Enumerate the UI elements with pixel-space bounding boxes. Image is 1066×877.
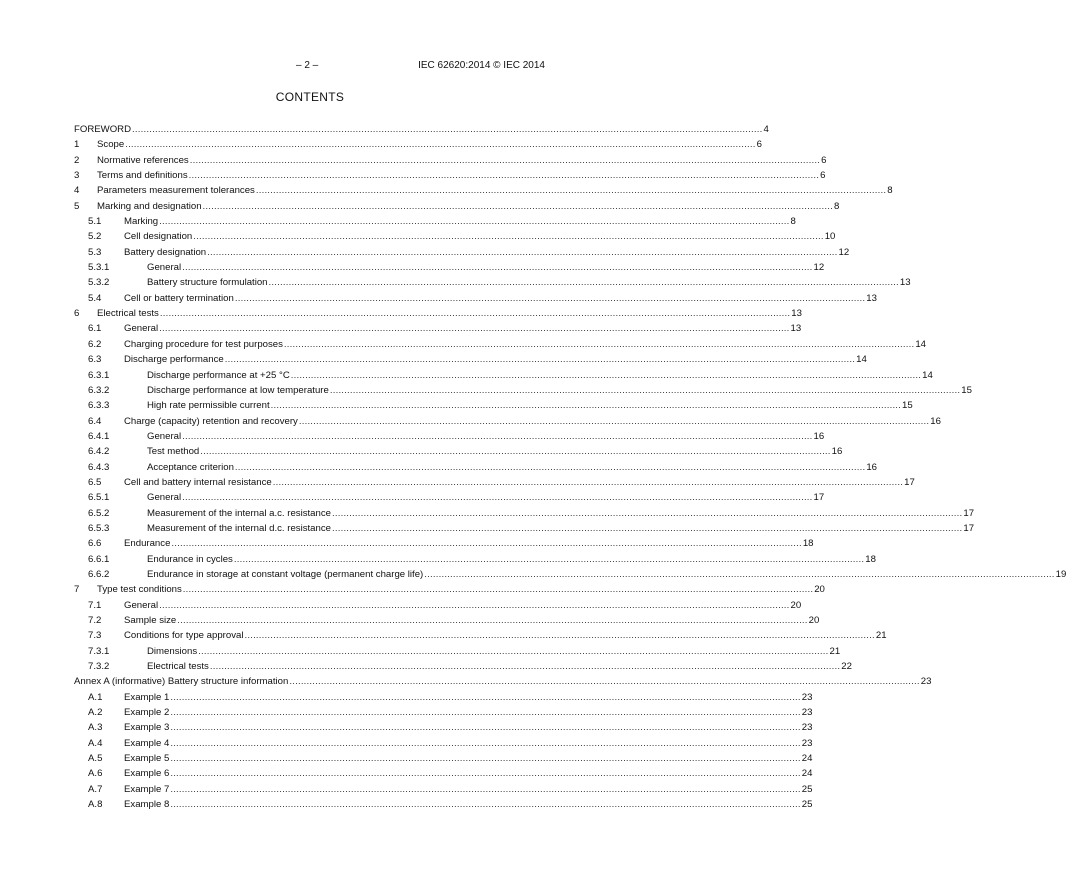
toc-entry-title: Marking and designation <box>97 199 203 214</box>
toc-entry-number: 6.4.1 <box>88 430 110 442</box>
toc-entry[interactable] <box>74 506 975 521</box>
toc-entry-line <box>74 122 769 137</box>
dot-leader: ............................................................................................................................................................................................................................ <box>170 737 801 749</box>
toc-entry-number: 6.5.1 <box>88 492 110 504</box>
toc-entry[interactable] <box>74 199 840 214</box>
toc-entry-line <box>124 705 813 720</box>
dot-leader: ............................................................................................................................................................................................................................ <box>177 615 808 626</box>
toc-entry-title: Cell and battery internal resistance <box>124 475 273 490</box>
toc-entry-page: 13 <box>791 308 802 320</box>
toc-entry-title: Parameters measurement tolerances <box>97 183 256 198</box>
toc-entry-title: General <box>147 429 182 444</box>
toc-entry-line <box>124 321 802 336</box>
toc-entry-title: Conditions for type approval <box>124 628 244 643</box>
toc-entry-page: 20 <box>808 615 820 626</box>
dot-leader: ............................................................................................................................................................................................................................ <box>125 139 756 151</box>
toc-entry-line <box>124 229 836 244</box>
dot-leader: ............................................................................................................................................................................................................................ <box>283 338 915 350</box>
dot-leader: ............................................................................................................................................................................................................................ <box>159 323 790 335</box>
toc-entry[interactable] <box>74 613 820 628</box>
toc-entry-number: 5.3.2 <box>88 277 110 289</box>
dot-leader: ............................................................................................................................................................................................................................ <box>207 246 838 258</box>
toc-entry-number: 6.1 <box>88 323 102 335</box>
toc-entry-title: Discharge performance at low temperature <box>147 383 330 398</box>
toc-entry-page: 16 <box>930 415 941 427</box>
dot-leader: ............................................................................................................................................................................................................................ <box>272 476 904 488</box>
toc-entry-title: Annex A (informative) Battery structure information <box>74 674 289 689</box>
toc-entry-line <box>147 383 972 398</box>
toc-entry-title: Terms and definitions <box>97 168 189 183</box>
toc-entry-page: 6 <box>820 170 826 182</box>
toc-entry-title: Example 1 <box>124 690 170 705</box>
dot-leader: ............................................................................................................................................................................................................................ <box>182 492 813 504</box>
toc-entry-page: 12 <box>813 262 825 274</box>
toc-entry-number: 6.6.2 <box>88 568 110 580</box>
toc-entry-page: 24 <box>801 768 813 780</box>
dot-leader: ............................................................................................................................................................................................................................ <box>331 507 963 519</box>
toc-entry-page: 25 <box>801 799 813 811</box>
toc-entry[interactable] <box>74 705 813 720</box>
toc-entry[interactable] <box>74 153 827 168</box>
toc-entry-line <box>147 398 913 413</box>
toc-entry[interactable] <box>74 690 813 705</box>
dot-leader: ............................................................................................................................................................................................................................ <box>188 170 820 182</box>
toc-entry-page: 13 <box>866 292 877 304</box>
toc-entry-page: 16 <box>866 461 877 473</box>
toc-entry-page: 6 <box>821 154 827 166</box>
dot-leader: ............................................................................................................................................................................................................................ <box>182 584 814 596</box>
dot-leader: ............................................................................................................................................................................................................................ <box>270 400 902 412</box>
toc-entry-number: 5.4 <box>88 292 102 304</box>
toc-entry[interactable] <box>74 291 877 306</box>
toc-entry[interactable] <box>74 644 841 659</box>
toc-entry[interactable] <box>74 490 825 505</box>
toc-entry-line <box>97 582 825 597</box>
toc-entry-page: 12 <box>838 246 850 258</box>
toc-entry-number: 6 <box>74 308 80 320</box>
toc-entry-line <box>147 444 843 459</box>
toc-entry-number: 6.6 <box>88 538 102 550</box>
toc-entry-number: 6.4.2 <box>88 446 110 458</box>
toc-entry-number: 6.3.2 <box>88 384 110 396</box>
toc-entry-line <box>147 429 825 444</box>
toc-entry[interactable] <box>74 383 972 398</box>
toc-entry-title: General <box>124 321 159 336</box>
page-header <box>0 60 620 74</box>
toc-entry[interactable] <box>74 352 867 367</box>
toc-entry-page: 8 <box>887 185 893 197</box>
toc-entry-page: 17 <box>904 476 915 488</box>
toc-entry-number: A.6 <box>88 768 103 780</box>
toc-entry[interactable] <box>74 337 926 352</box>
toc-entry-title: Electrical tests <box>147 659 210 674</box>
toc-entry-line <box>97 306 802 321</box>
toc-entry-page: 25 <box>801 783 813 795</box>
toc-entry-line <box>124 690 813 705</box>
toc-entry-title: Normative references <box>97 153 190 168</box>
toc-entry-title: Acceptance criterion <box>147 460 235 475</box>
dot-leader: ............................................................................................................................................................................................................................ <box>170 783 801 795</box>
toc-entry-title: Example 6 <box>124 766 170 781</box>
toc-entry-line <box>124 337 926 352</box>
dot-leader: ............................................................................................................................................................................................................................ <box>331 522 963 534</box>
toc-entry[interactable] <box>74 137 762 152</box>
toc-entry-page: 15 <box>961 384 972 396</box>
dot-leader: ............................................................................................................................................................................................................................ <box>182 262 813 274</box>
toc-entry-number: A.4 <box>88 737 103 749</box>
toc-entry-page: 23 <box>801 691 813 703</box>
toc-entry-page: 21 <box>875 630 887 642</box>
toc-entry[interactable] <box>74 552 876 567</box>
toc-entry-line <box>147 644 841 659</box>
toc-entry[interactable] <box>74 567 1066 582</box>
toc-entry-line <box>124 475 915 490</box>
toc-entry-page: 21 <box>829 645 841 657</box>
toc-entry-page: 18 <box>865 553 876 565</box>
toc-entry-number: A.3 <box>88 722 103 734</box>
dot-leader: ............................................................................................................................................................................................................................ <box>202 200 833 212</box>
dot-leader: ............................................................................................................................................................................................................................ <box>424 568 1055 580</box>
toc-entry[interactable] <box>74 275 911 290</box>
toc-entry-page: 15 <box>902 400 913 412</box>
toc-entry-number: 5 <box>74 200 80 212</box>
dot-leader: ............................................................................................................................................................................................................................ <box>234 292 866 304</box>
dot-leader: ............................................................................................................................................................................................................................ <box>159 308 791 320</box>
table-of-contents <box>74 122 1066 812</box>
dot-leader: ............................................................................................................................................................................................................................ <box>159 216 790 228</box>
dot-leader: ............................................................................................................................................................................................................................ <box>182 430 813 442</box>
toc-entry-number: 6.4 <box>88 415 102 427</box>
toc-entry-title: Type test conditions <box>97 582 183 597</box>
toc-entry-line <box>124 766 813 781</box>
toc-entry[interactable] <box>74 214 796 229</box>
toc-entry-title: Dimensions <box>147 644 198 659</box>
toc-entry-number: 5.3 <box>88 246 102 258</box>
toc-entry-line <box>147 567 1066 582</box>
toc-entry-number: 7.3.2 <box>88 661 110 673</box>
toc-entry-title: FOREWORD <box>74 122 132 137</box>
toc-entry[interactable] <box>74 398 913 413</box>
toc-entry[interactable] <box>74 582 825 597</box>
dot-leader: ............................................................................................................................................................................................................................ <box>268 277 899 289</box>
toc-entry[interactable] <box>74 260 825 275</box>
dot-leader: ............................................................................................................................................................................................................................ <box>170 799 801 811</box>
toc-entry-line <box>124 245 850 260</box>
toc-entry-page: 19 <box>1055 568 1066 580</box>
toc-entry-page: 20 <box>790 599 802 611</box>
document-reference: IEC 62620:2014 © IEC 2014 <box>418 60 545 71</box>
dot-leader: ............................................................................................................................................................................................................................ <box>233 553 865 565</box>
toc-entry[interactable] <box>74 766 813 781</box>
toc-entry[interactable] <box>74 414 941 429</box>
toc-entry-title: Discharge performance at +25 °C <box>147 368 291 383</box>
toc-entry-page: 14 <box>915 338 926 350</box>
toc-entry-title: Endurance in cycles <box>147 552 234 567</box>
dot-leader: ............................................................................................................................................................................................................................ <box>209 661 841 673</box>
toc-entry-number: 7.1 <box>88 599 102 611</box>
toc-entry-title: Endurance <box>124 536 171 551</box>
toc-entry-title: Example 8 <box>124 797 170 812</box>
toc-entry-number: 6.3.1 <box>88 369 110 381</box>
toc-entry-page: 22 <box>841 661 852 673</box>
toc-entry-line <box>124 797 813 812</box>
toc-entry-number: 5.2 <box>88 231 102 243</box>
toc-entry-page: 10 <box>824 231 836 243</box>
toc-entry-line <box>97 153 827 168</box>
toc-entry-number: 7 <box>74 584 80 596</box>
toc-entry[interactable] <box>74 122 769 137</box>
toc-entry-line <box>147 506 975 521</box>
toc-entry-page: 13 <box>899 277 911 289</box>
toc-entry-line <box>147 368 933 383</box>
dot-leader: ............................................................................................................................................................................................................................ <box>170 768 801 780</box>
contents-title: CONTENTS <box>275 90 345 104</box>
toc-entry-number: A.2 <box>88 707 103 719</box>
toc-entry-page: 4 <box>763 124 769 135</box>
toc-entry-title: Cell or battery termination <box>124 291 235 306</box>
toc-entry-title: Battery structure formulation <box>147 275 269 290</box>
dot-leader: ............................................................................................................................................................................................................................ <box>234 461 866 473</box>
toc-entry-title: Example 5 <box>124 751 170 766</box>
dot-leader: ............................................................................................................................................................................................................................ <box>170 691 801 703</box>
toc-entry-number: 6.4.3 <box>88 461 110 473</box>
dot-leader: ............................................................................................................................................................................................................................ <box>189 154 821 166</box>
toc-entry-title: Test method <box>147 444 200 459</box>
toc-entry-number: A.1 <box>88 691 103 703</box>
dot-leader: ............................................................................................................................................................................................................................ <box>244 630 875 642</box>
dot-leader: ............................................................................................................................................................................................................................ <box>298 415 930 427</box>
toc-entry-number: 7.2 <box>88 615 102 626</box>
toc-entry[interactable] <box>74 659 852 674</box>
page-number: – 2 – <box>296 60 319 71</box>
toc-entry[interactable] <box>74 736 813 751</box>
toc-entry-page: 6 <box>756 139 762 151</box>
toc-entry-title: Endurance in storage at constant voltage (permanent charge life) <box>147 567 424 582</box>
toc-entry-page: 18 <box>802 538 814 550</box>
toc-entry-line <box>124 736 813 751</box>
toc-entry-line <box>124 536 814 551</box>
toc-entry-line <box>97 183 893 198</box>
toc-entry-title: Measurement of the internal a.c. resistance <box>147 506 332 521</box>
dot-leader: ............................................................................................................................................................................................................................ <box>200 446 831 458</box>
toc-entry-page: 17 <box>963 522 975 534</box>
toc-entry-page: 8 <box>833 200 840 212</box>
toc-entry-page: 24 <box>801 753 813 765</box>
toc-entry[interactable] <box>74 720 813 735</box>
toc-entry-title: Charging procedure for test purposes <box>124 337 284 352</box>
toc-entry[interactable] <box>74 183 893 198</box>
toc-entry-line <box>147 490 825 505</box>
toc-entry-title: Example 7 <box>124 782 170 797</box>
toc-entry-line <box>147 659 852 674</box>
toc-entry[interactable] <box>74 321 802 336</box>
toc-entry-title: Measurement of the internal d.c. resistance <box>147 521 332 536</box>
dot-leader: ............................................................................................................................................................................................................................ <box>193 231 824 243</box>
toc-entry-title: Discharge performance <box>124 352 225 367</box>
dot-leader: ............................................................................................................................................................................................................................ <box>132 124 763 135</box>
toc-entry-line <box>97 199 840 214</box>
dot-leader: ............................................................................................................................................................................................................................ <box>224 354 856 366</box>
toc-entry[interactable] <box>74 368 933 383</box>
toc-entry-page: 23 <box>801 722 813 734</box>
toc-entry-line <box>124 751 813 766</box>
toc-entry-title: Sample size <box>124 613 177 628</box>
toc-entry-title: Marking <box>124 214 159 229</box>
toc-entry-page: 23 <box>920 676 932 688</box>
toc-entry-line <box>147 552 876 567</box>
toc-entry-page: 23 <box>801 737 813 749</box>
toc-entry-number: 2 <box>74 154 80 166</box>
toc-entry[interactable] <box>74 429 825 444</box>
toc-entry-line <box>124 782 813 797</box>
toc-entry-line <box>147 260 825 275</box>
toc-entry-line <box>74 674 932 689</box>
toc-entry-line <box>124 414 941 429</box>
toc-entry[interactable] <box>74 245 850 260</box>
dot-leader: ............................................................................................................................................................................................................................ <box>170 753 801 765</box>
toc-entry-line <box>124 352 867 367</box>
toc-entry-page: 8 <box>790 216 796 228</box>
toc-entry-number: A.7 <box>88 783 103 795</box>
toc-entry-page: 17 <box>963 507 975 519</box>
toc-entry-page: 17 <box>813 492 825 504</box>
toc-entry[interactable] <box>74 674 932 689</box>
toc-entry[interactable] <box>74 797 813 812</box>
toc-entry-line <box>124 214 796 229</box>
toc-entry-page: 14 <box>856 354 867 366</box>
toc-entry-line <box>124 720 813 735</box>
dot-leader: ............................................................................................................................................................................................................................ <box>171 538 802 550</box>
toc-entry-number: 5.1 <box>88 216 102 228</box>
toc-entry[interactable] <box>74 628 887 643</box>
toc-entry-line <box>124 598 802 613</box>
dot-leader: ............................................................................................................................................................................................................................ <box>255 185 887 197</box>
toc-entry-page: 14 <box>922 369 933 381</box>
toc-entry-page: 20 <box>814 584 825 596</box>
dot-leader: ............................................................................................................................................................................................................................ <box>170 722 801 734</box>
toc-entry[interactable] <box>74 168 826 183</box>
toc-entry-line <box>124 628 887 643</box>
toc-entry[interactable] <box>74 536 814 551</box>
toc-entry-title: General <box>147 260 182 275</box>
toc-entry-number: 6.2 <box>88 338 102 350</box>
toc-entry-number: 7.3 <box>88 630 102 642</box>
toc-entry-number: 4 <box>74 185 80 197</box>
toc-entry-title: Scope <box>97 137 125 152</box>
toc-entry[interactable] <box>74 751 813 766</box>
toc-entry-title: Battery designation <box>124 245 207 260</box>
toc-entry-line <box>97 137 762 152</box>
toc-entry-title: Charge (capacity) retention and recovery <box>124 414 299 429</box>
toc-entry-page: 13 <box>790 323 802 335</box>
toc-entry-number: A.8 <box>88 799 103 811</box>
dot-leader: ............................................................................................................................................................................................................................ <box>170 707 801 719</box>
toc-entry-number: 5.3.1 <box>88 262 110 274</box>
toc-entry[interactable] <box>74 598 802 613</box>
toc-entry-page: 16 <box>813 430 825 442</box>
toc-entry[interactable] <box>74 475 915 490</box>
toc-entry-line <box>124 613 820 628</box>
dot-leader: ............................................................................................................................................................................................................................ <box>329 384 961 396</box>
toc-entry-number: 6.5.2 <box>88 507 110 519</box>
toc-entry[interactable] <box>74 229 836 244</box>
dot-leader: ............................................................................................................................................................................................................................ <box>290 369 922 381</box>
toc-entry-number: 6.3.3 <box>88 400 110 412</box>
toc-entry[interactable] <box>74 521 975 536</box>
toc-entry-title: Example 2 <box>124 705 170 720</box>
toc-entry-number: 1 <box>74 139 80 151</box>
toc-entry-title: General <box>124 598 159 613</box>
toc-entry-line <box>147 521 975 536</box>
toc-entry[interactable] <box>74 782 813 797</box>
dot-leader: ............................................................................................................................................................................................................................ <box>159 599 790 611</box>
toc-entry-number: 6.5 <box>88 476 102 488</box>
toc-entry[interactable] <box>74 460 877 475</box>
toc-entry-page: 23 <box>801 707 813 719</box>
toc-entry-title: Example 3 <box>124 720 170 735</box>
toc-entry[interactable] <box>74 444 843 459</box>
toc-entry-title: Cell designation <box>124 229 193 244</box>
toc-entry-title: Electrical tests <box>97 306 160 321</box>
toc-entry-line <box>147 275 911 290</box>
dot-leader: ............................................................................................................................................................................................................................ <box>289 676 920 688</box>
toc-entry-number: 6.3 <box>88 354 102 366</box>
toc-entry-number: 3 <box>74 170 80 182</box>
dot-leader: ............................................................................................................................................................................................................................ <box>198 645 829 657</box>
toc-entry-page: 16 <box>831 446 843 458</box>
toc-entry-number: A.5 <box>88 753 103 765</box>
toc-entry-number: 6.6.1 <box>88 553 110 565</box>
toc-entry-line <box>147 460 877 475</box>
toc-entry-title: General <box>147 490 182 505</box>
toc-entry-title: Example 4 <box>124 736 170 751</box>
toc-entry-number: 6.5.3 <box>88 522 110 534</box>
toc-entry-line <box>97 168 826 183</box>
toc-entry[interactable] <box>74 306 802 321</box>
toc-entry-number: 7.3.1 <box>88 645 110 657</box>
toc-entry-title: High rate permissible current <box>147 398 271 413</box>
toc-entry-line <box>124 291 877 306</box>
